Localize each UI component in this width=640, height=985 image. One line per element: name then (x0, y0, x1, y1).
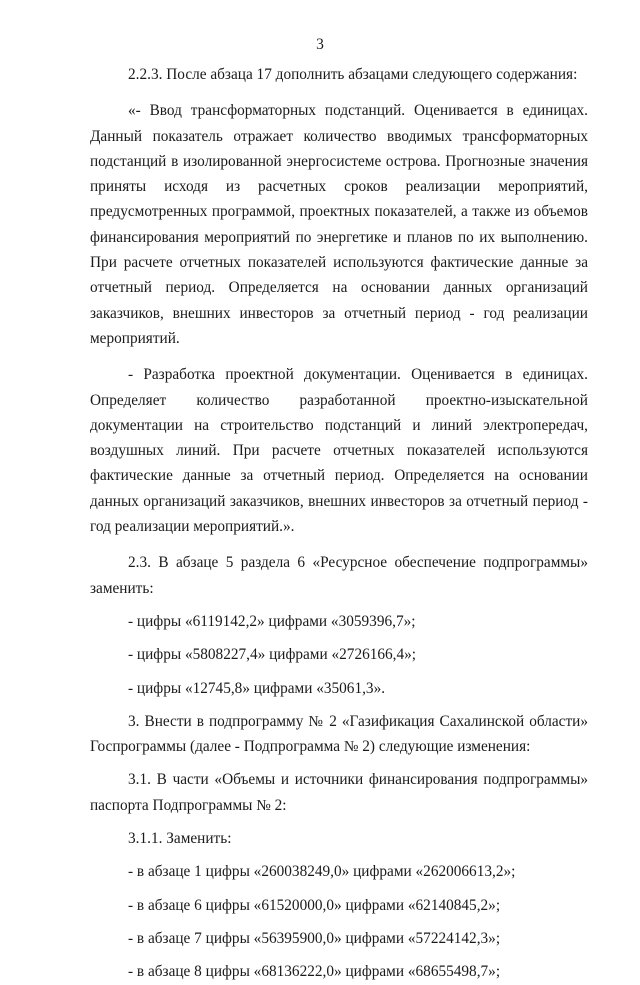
paragraph-transformer-stations: «- Ввод трансформаторных подстанций. Оценивается в единицах. Данный показатель отражает количество вводимых трансформаторных подстанций в изолированной энергосистеме острова. Прогнозные значения приняты исходя из расчетных сроков реализации мероприятий, предусмотренных программой, проектных показателей, а также из объемов финансирования мероприятий по энергетике и планов по их выполнению. При расчете отчетных показателей используются фактические данные за отчетный период. Определяется на основании данных организаций заказчиков, внешних инвесторов за отчетный период - год реализации мероприятий. (90, 102, 588, 347)
list-item: - цифры «6119142,2» цифрами «3059396,7»; (128, 612, 416, 630)
paragraph-3-1-1: 3.1.1. Заменить: (128, 830, 232, 848)
paragraph-3: 3. Внести в подпрограмму № 2 «Газификация Сахалинской области» Госпрограммы (далее - Подпрограмма № 2) следующие изменения: (90, 712, 588, 756)
paragraph-project-documentation: - Разработка проектной документации. Оценивается в единицах. Определяет количество разработанной проектно-изыскательной документации на строительство подстанций и линий электропередач, воздушных линий. При расчете отчетных показателей используются фактические данные за отчетный период. Определяется на основании данных организаций заказчиков, внешних инвесторов за отчетный период - год реализации мероприятий.». (90, 366, 588, 536)
paragraph-3-1: 3.1. В части «Объемы и источники финансирования подпрограммы» паспорта Подпрограммы № 2: (90, 771, 588, 814)
paragraph-2-2-3: 2.2.3. После абзаца 17 дополнить абзацами следующего содержания: (128, 66, 578, 83)
list-item: - в абзаце 7 цифры «56395900,0» цифрами «57224142,3»; (128, 929, 501, 947)
page-number: 3 (316, 36, 324, 53)
list-item: - цифры «12745,8» цифрами «35061,3». (128, 679, 386, 697)
list-item: - цифры «5808227,4» цифрами «2726166,4»; (128, 646, 417, 664)
document-body (90, 62, 588, 985)
list-item: - в абзаце 1 цифры «260038249,0» цифрами «262006613,2»; (128, 863, 516, 881)
list-item: - в абзаце 6 цифры «61520000,0» цифрами «62140845,2»; (128, 896, 501, 914)
paragraph-2-3: 2.3. В абзаце 5 раздела 6 «Ресурсное обеспечение подпрограммы» заменить: (90, 554, 588, 597)
list-item: - в абзаце 8 цифры «68136222,0» цифрами «68655498,7»; (128, 963, 501, 981)
